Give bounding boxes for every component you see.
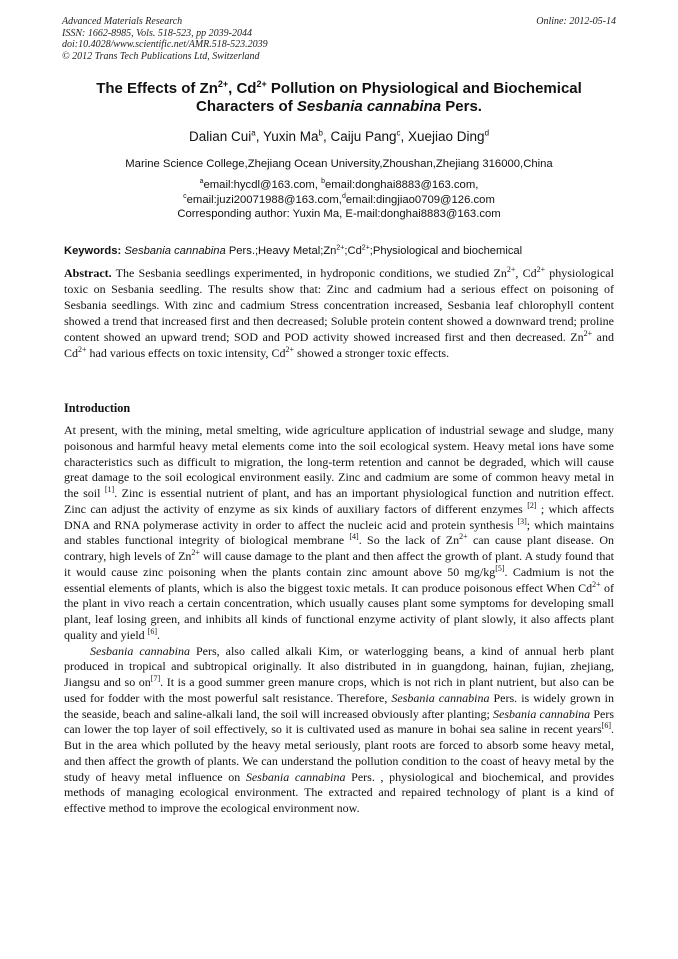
author-name: Yuxin Ma	[262, 129, 319, 144]
citation: [4]	[349, 532, 359, 542]
doi-line: doi:10.4028/www.scientific.net/AMR.518-523.2039	[62, 39, 268, 51]
affiliation: Marine Science College,Zhejiang Ocean University,Zhoushan,Zhejiang 316000,China	[125, 158, 553, 170]
journal-name: Advanced Materials Research	[62, 16, 183, 27]
corresponding-author: Corresponding author: Yuxin Ma, E-mail:donghai8883@163.com	[177, 208, 501, 221]
paragraph: At present, with the mining, metal smelting, wide agriculture application of industrial sewage and sludge, many poisonous and harmful heavy metal elements come into the soil ecological system. Heavy metal ions have some characteristics such as difficult to migration, the long-term retention and cannot be degraded, which will cause great damage to the soil ecological environment easily. Zinc and cadmium are some of common heavy metal in the soil [1]. Zinc is essential nutrient of plant, and has an important physiological function and nutrition effect. Zinc can adjust the activity of enzyme as six kinds of auxiliary factors of different enzymes [2] ; which affects DNA and RNA polymerase activity in order to affect the nucleic acid and protein synthesis [3]; which maintains and stables functional integrity of biological membrane [4]. So the lack of $Zn^{2+}$ can cause plant disease. On contrary, high levels of $Zn^{2+}$ will cause damage to the plant and then affect the growth of plant. A study found that it would cause zinc poisoning when the plants contain zinc amount above 50 mg/kg[5]. Cadmium is not the essential elements of plants, which is also the biggest toxic metals. It can produce poisonous effect When $Cd^{2+}$ of the plant in vivo reach a certain concentration, which usually causes plant some symptoms for developing small plant, leaf losing green, and inhibits all kinds of functional enzyme activity of plant slowly, it also affects plant quality and yield [6].	[64, 423, 615, 642]
citation: [1]	[104, 485, 115, 494]
abstract: Abstract. The Sesbania seedlings experimented, in hydroponic conditions, we studied $Zn^{2+}$, $Cd^{2+}$ physiological toxic on Sesbania seedling. The results show that: Zinc and cadmium had a serious effect on poisoning of Sesbania seedlings. With zinc and cadmium Stress concentration increased, Sesbania leaf chlorophyll content showed a trend that increased first and then decreased; Soluble protein content showed a downward trend; proline content showed an upward trend; SOD and POD activity showed increased first and then decreased. $Zn^{2+}$ and $Cd^{2+}$ had various effects on toxic intensity, $Cd^{2+}$ showed a stronger toxic effects.	[64, 265, 614, 360]
email-link[interactable]: email:juzi20071988@163.com,	[186, 193, 342, 206]
abstract-label: Abstract.	[64, 266, 112, 280]
paragraph: Sesbania cannabina Pers, also called alkali Kim, or waterlogging beans, a kind of annual herb plant produced in tropical and subtropical originally. It also distributed in in guangdong, hainan, fujian, zhejiang, Jiangsu and so on[7]. It is a good summer green manure crops, which is not rich in plant nutrient, but also can be used for fodder with the most powerful salt resistance. Therefore, Sesbania cannabina Pers. is widely grown in the seaside, beach and saline-alkali land, the soil will increased obviously after planting; Sesbania cannabina Pers can lower the top layer of soil effectively, so it is cultivated used as manure in bohai sea saline in recent years[6]. But in the area which polluted by the heavy metal seriously, plant roots are forced to absorb some heavy metal, and then affect the growth of plants. We can understand the pollution condition to the coast of heavy metal by the study of heavy metal influence on Sesbania cannabina Pers. , physiological and biochemical, and provides methods of managing ecological environment. The extracted and repaired technology of plant is a kind of effective method to improve the ecological environment now.	[64, 643, 615, 815]
citation: [3]	[517, 516, 527, 526]
online-date: Online: 2012-05-14	[536, 16, 616, 27]
issn-line: ISSN: 1662-8985, Vols. 518-523, pp 2039-2044	[62, 27, 252, 39]
email-link[interactable]: email:donghai8883@163.com,	[324, 179, 479, 191]
citation: [6]	[147, 626, 157, 636]
keywords: Keywords: Sesbania cannabina Pers.;Heavy $Metal;Zn^{2+};Cd^{2+};Physiological$ and biochemical	[64, 244, 523, 257]
citation: [5]	[495, 563, 505, 573]
citation: [2]	[527, 500, 537, 510]
author-name: Caiju Pang	[330, 129, 397, 144]
paper-title: The Effects of $Zn^{2+}$, $Cd^{2+}$ Pollution on Physiological and Biochemical Characters of Sesbania cannabina Pers.	[96, 79, 582, 115]
section-heading: Introduction	[64, 401, 131, 415]
author-name: Xuejiao Ding	[408, 129, 485, 144]
author-name: Dalian Cui	[188, 129, 252, 144]
email-link[interactable]: email:hycdl@163.com,	[203, 179, 322, 191]
copyright-line: © 2012 Trans Tech Publications Ltd, Switzerland	[62, 50, 260, 62]
journal-header	[62, 16, 616, 62]
citation: [6]	[601, 721, 611, 731]
citation: [7]	[150, 674, 161, 683]
author-list: Dalian Cui$^a$, Yuxin Ma$^b$, Caiju Pang$^c$, Xuejiao Ding$^d$	[188, 128, 490, 144]
author-emails: $^a$email:hycdl@163.com, $^b$email:donghai8883@163.com, $^c$email:juzi20071988@163.com,$^d$email:dingjiao0709@126.com Corresponding author: Yuxin Ma, E-mail:donghai8883@163.com	[40, 178, 638, 222]
email-link[interactable]: email:dingjiao0709@126.com	[345, 193, 495, 206]
keywords-label: Keywords:	[64, 245, 122, 257]
introduction-body	[64, 423, 614, 817]
